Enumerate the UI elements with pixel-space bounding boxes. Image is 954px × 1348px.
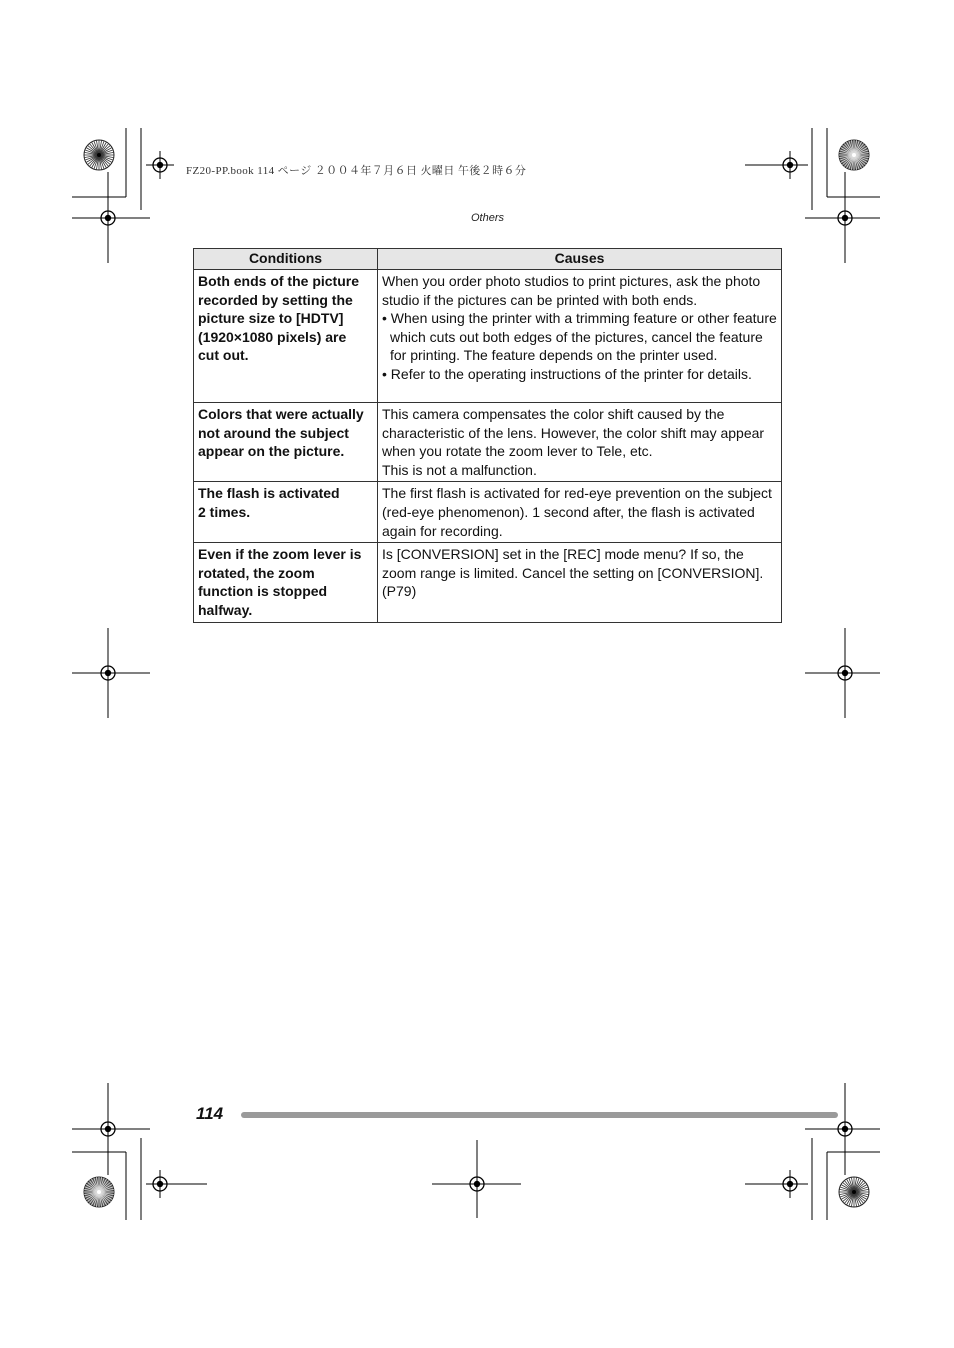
conditions-header: Conditions	[194, 249, 378, 270]
condition-line: cut out.	[198, 347, 249, 364]
condition-line: not around the subject	[198, 424, 349, 441]
condition-cell	[194, 270, 378, 403]
print-slug: FZ20-PP.book 114 ページ ２００４年７月６日 火曜日 午後２時６分	[186, 165, 527, 177]
condition-line: appear on the picture.	[198, 443, 345, 460]
cause-bullet: • When using the printer with a trimming feature or other feature which cuts out both edges of the pictures, cancel the feature for printing. The feature depends on the printer used.	[382, 310, 777, 364]
condition-line: rotated, the zoom	[198, 564, 315, 581]
cause-cell	[378, 403, 782, 482]
condition-cell	[194, 543, 378, 622]
cause-bullet: • Refer to the operating instructions of the printer for details.	[382, 365, 752, 382]
cause-cell	[378, 482, 782, 543]
cause-text: This is not a malfunction.	[382, 461, 537, 478]
condition-cell	[194, 403, 378, 482]
condition-line: Even if the zoom lever is	[198, 546, 362, 563]
cause-text: This camera compensates the color shift caused by the characteristic of the lens. However, the color shift may appear when you rotate the zoom lever to Tele, etc.	[382, 406, 765, 460]
registration-starburst	[84, 1177, 114, 1207]
condition-line: picture size to [HDTV]	[198, 310, 344, 327]
cause-text: When you order photo studios to print pictures, ask the photo studio if the pictures can be printed with both ends.	[382, 273, 761, 308]
registration-crosshair	[146, 151, 174, 179]
condition-line: Colors that were actually	[198, 406, 364, 422]
condition-line: function is stopped	[198, 583, 328, 600]
troubleshooting-table	[193, 248, 782, 623]
cause-cell	[378, 270, 782, 403]
registration-starburst	[839, 1177, 869, 1207]
condition-line: Both ends of the picture	[198, 273, 359, 289]
table-row	[194, 403, 782, 482]
cause-cell	[378, 543, 782, 622]
bullet-text: Refer to the operating instructions of the printer for details.	[390, 365, 752, 382]
section-label: Others	[470, 212, 504, 224]
condition-cell	[194, 482, 378, 543]
causes-header: Causes	[378, 249, 782, 270]
condition-line: 2 times.	[198, 503, 251, 520]
condition-line: recorded by setting the	[198, 291, 353, 308]
condition-line: (1920×1080 pixels) are	[198, 328, 347, 345]
table-row	[194, 482, 782, 543]
condition-line: halfway.	[198, 601, 253, 618]
registration-starburst	[839, 140, 869, 170]
page-number: 114	[196, 1104, 224, 1123]
condition-line: The flash is activated	[198, 485, 340, 502]
cause-text: Is [CONVERSION] set in the [REC] mode menu? If so, the zoom range is limited. Cancel the setting on [CONVERSION]. (P79)	[382, 546, 764, 600]
footer-rule	[241, 1112, 838, 1118]
registration-starburst	[84, 140, 114, 170]
table-row	[194, 543, 782, 622]
table-row	[194, 270, 782, 403]
bullet-text: When using the printer with a trimming feature or other feature which cuts out both edges of the pictures, cancel the feature for printing. The feature depends on the printer used.	[390, 310, 777, 364]
cause-text: The first flash is activated for red-eye prevention on the subject (red-eye phenomenon). 1 second after, the flash is activated again for recording.	[382, 485, 772, 539]
table-header-row	[194, 249, 782, 270]
